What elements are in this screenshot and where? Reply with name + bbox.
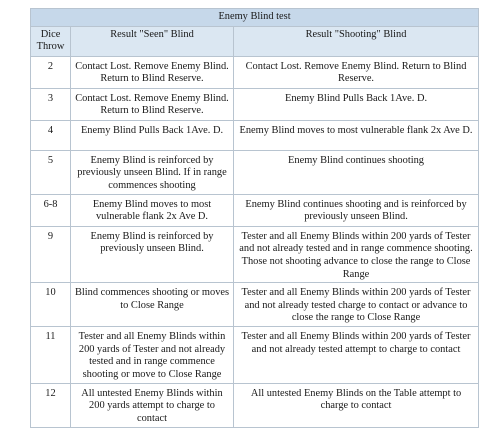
shooting-cell: Tester and all Enemy Blinds within 200 yards of Tester and not already tested attempt to charge to contact (234, 327, 479, 383)
table-row (31, 327, 479, 383)
seen-cell: Enemy Blind moves to most vulnerable flank 2x Ave D. (71, 194, 234, 226)
dice-cell: 10 (31, 283, 71, 327)
header-shooting-blind: Result "Shooting" Blind (234, 26, 479, 56)
dice-cell: 2 (31, 56, 71, 88)
shooting-cell: Enemy Blind Pulls Back 1Ave. D. (234, 88, 479, 120)
shooting-cell: Enemy Blind moves to most vulnerable flank 2x Ave D. (234, 120, 479, 150)
dice-cell: 4 (31, 120, 71, 150)
shooting-cell: Enemy Blind continues shooting (234, 150, 479, 194)
dice-cell: 9 (31, 226, 71, 282)
shooting-cell: Tester and all Enemy Blinds within 200 yards of Tester and not already tested and in range commence shooting. Those not shooting advance to close the range to Close Range (234, 226, 479, 282)
table-row (31, 383, 479, 427)
seen-cell: Contact Lost. Remove Enemy Blind. Return to Blind Reserve. (71, 88, 234, 120)
seen-cell: Enemy Blind is reinforced by previously unseen Blind. (71, 226, 234, 282)
seen-cell: Blind commences shooting or moves to Close Range (71, 283, 234, 327)
seen-cell: Enemy Blind is reinforced by previously unseen Blind. If in range commences shooting (71, 150, 234, 194)
enemy-blind-table-container (30, 8, 478, 428)
table-row (31, 194, 479, 226)
seen-cell: Contact Lost. Remove Enemy Blind. Return to Blind Reserve. (71, 56, 234, 88)
shooting-cell: Enemy Blind continues shooting and is reinforced by previously unseen Blind. (234, 194, 479, 226)
seen-cell: Tester and all Enemy Blinds within 200 yards of Tester and not already tested and in range commence shooting or move to Close Range (71, 327, 234, 383)
table-title-row (31, 9, 479, 27)
seen-cell: All untested Enemy Blinds within 200 yards attempt to charge to contact (71, 383, 234, 427)
dice-cell: 12 (31, 383, 71, 427)
shooting-cell: Contact Lost. Remove Enemy Blind. Return to Blind Reserve. (234, 56, 479, 88)
header-seen-blind: Result "Seen" Blind (71, 26, 234, 56)
shooting-cell: Tester and all Enemy Blinds within 200 yards of Tester and not already tested charge to contact or advance to close the range to Close Range (234, 283, 479, 327)
table-row (31, 226, 479, 282)
header-dice-throw: Dice Throw (31, 26, 71, 56)
table-row (31, 150, 479, 194)
table-header-row (31, 26, 479, 56)
table-row (31, 120, 479, 150)
shooting-cell: All untested Enemy Blinds on the Table attempt to charge to contact (234, 383, 479, 427)
dice-cell: 6-8 (31, 194, 71, 226)
table-row (31, 88, 479, 120)
seen-cell: Enemy Blind Pulls Back 1Ave. D. (71, 120, 234, 150)
dice-cell: 11 (31, 327, 71, 383)
table-row (31, 56, 479, 88)
dice-cell: 5 (31, 150, 71, 194)
table-row (31, 283, 479, 327)
enemy-blind-table (30, 8, 479, 428)
table-title: Enemy Blind test (31, 9, 479, 27)
dice-cell: 3 (31, 88, 71, 120)
